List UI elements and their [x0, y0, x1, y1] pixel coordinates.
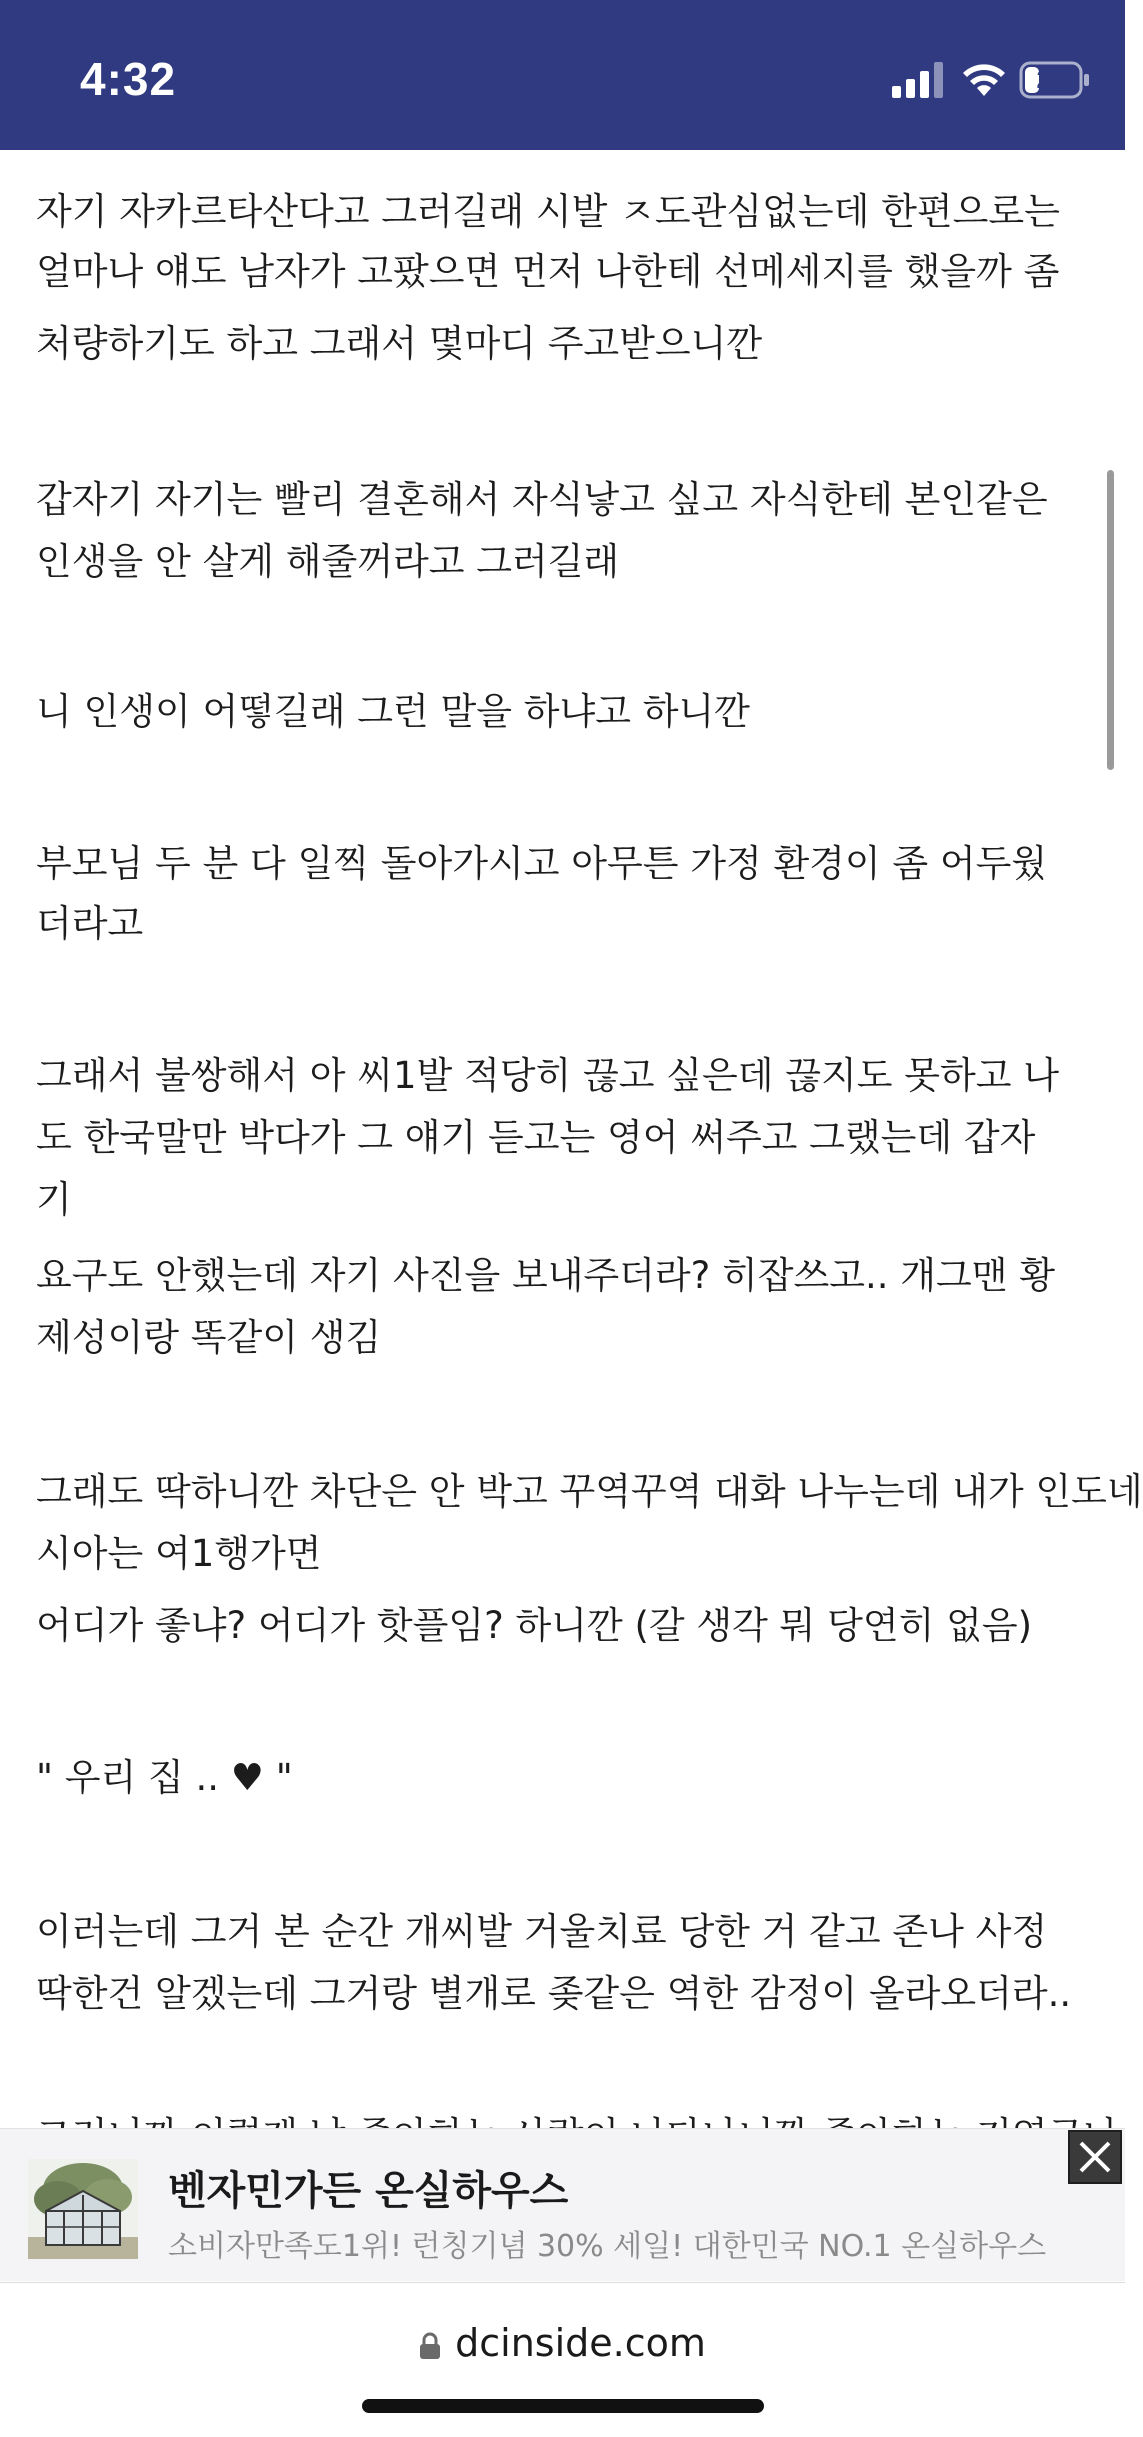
ad-description[interactable]: 소비자만족도1위! 런칭기념 30% 세일! 대한민국 NO.1 온실하우스: [168, 2229, 1047, 2264]
article-line: 도 한국말만 박다가 그 얘기 듣고는 영어 써주고 그랬는데 갑자: [36, 1116, 1036, 1159]
article-line: 어디가 좋냐? 어디가 핫플임? 하니깐 (갈 생각 뭐 당연히 없음): [36, 1604, 1033, 1647]
article-line: 그래도 딱하니깐 차단은 안 박고 꾸역꾸역 대화 나누는데 내가 인도네: [36, 1470, 1143, 1513]
battery-level: 25: [1036, 64, 1066, 94]
article-line: 얼마나 얘도 남자가 고팠으면 먼저 나한테 선메세지를 했을까 좀: [36, 250, 1060, 293]
home-indicator[interactable]: [362, 2399, 764, 2413]
article-line: 더라고: [36, 902, 144, 945]
status-bar: [0, 0, 1125, 150]
article-line: 딱한건 알겠는데 그거랑 별개로 좆같은 역한 감정이 올라오더라..: [36, 1972, 1072, 2015]
article-body: [36, 150, 1143, 2130]
wifi-icon: [960, 58, 1008, 98]
article-line: 니 인생이 어떻길래 그런 말을 하냐고 하니깐: [36, 690, 750, 733]
lock-icon: [419, 2332, 441, 2360]
cellular-signal-icon: [892, 62, 944, 98]
article-line: 부모님 두 분 다 일찍 돌아가시고 아무튼 가정 환경이 좀 어두웠: [36, 842, 1048, 885]
greenhouse-image: [28, 2159, 138, 2259]
article-line: " 우리 집 .. ♥ ": [36, 1756, 293, 1799]
ad-banner[interactable]: [0, 2128, 1125, 2281]
article-line: 그래서 불쌍해서 아 씨1발 적당히 끊고 싶은데 끊지도 못하고 나: [36, 1054, 1059, 1097]
close-icon[interactable]: [1068, 2130, 1122, 2184]
url-text: dcinside.com: [455, 2321, 706, 2365]
article-line: 요구도 안했는데 자기 사진을 보내주더라? 히잡쓰고.. 개그맨 황: [36, 1254, 1056, 1297]
ad-title[interactable]: 벤자민가든 온실하우스: [168, 2168, 569, 2214]
article-line: 시아는 여1행가면: [36, 1532, 322, 1575]
article-line: 인생을 안 살게 해줄꺼라고 그러길래: [36, 540, 620, 583]
article-line: 제성이랑 똑같이 생김: [36, 1316, 382, 1359]
status-time: 4:32: [80, 53, 177, 105]
article-line: 자기 자카르타산다고 그러길래 시발 ㅈ도관심없는데 한편으로는: [36, 190, 1060, 233]
article-line: 기: [36, 1178, 72, 1221]
article-line: 처량하기도 하고 그래서 몇마디 주고받으니깐: [36, 322, 763, 365]
article-line: 갑자기 자기는 빨리 결혼해서 자식낳고 싶고 자식한테 본인같은: [36, 478, 1048, 521]
url-display[interactable]: [0, 2321, 1125, 2365]
address-bar[interactable]: [0, 2282, 1125, 2437]
article-line: 이러는데 그거 본 순간 개씨발 거울치료 당한 거 같고 존나 사정: [36, 1910, 1048, 1953]
scrollbar[interactable]: [1107, 470, 1114, 770]
